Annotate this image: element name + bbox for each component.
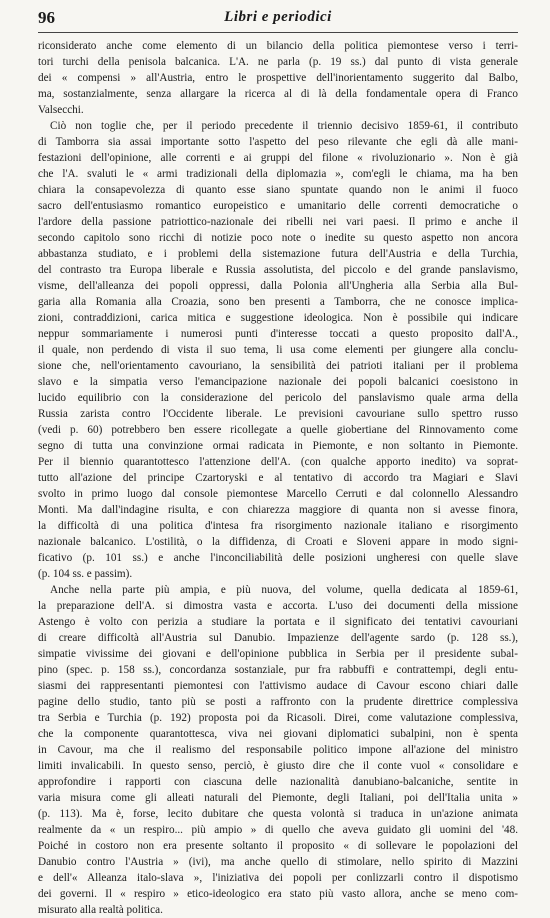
text-line: Astengo è volto con perizia a studiare la portata e il significato dei tentativi cavouriani [38,616,518,628]
text-line: la preparazione dell'A. si dimostra vasta e accorta. L'uso dei documenti della missione [38,600,518,612]
text-line: neppur sommariamente i numerosi punti d'interesse toccati a questo proposito dall'A., [38,328,518,340]
text-line: dei « compensi » all'Austria, entro le prospettive dell'inorientamento suggerito dal Balbo, [38,72,518,84]
text-line: lucido equilibrio con la considerazione del pericolo del panslavismo quale arma della [38,392,518,404]
text-line: in Cavour, ma che il realismo del responsabile politico impone all'azione del ministro [38,744,518,756]
text-line: garia alla Romania alla Croazia, sono ben presenti a Tamborra, che ne conosce implica- [38,296,518,308]
text-line: nazionale balcanico. L'ostilità, o la diffidenza, di Croati e Sloveni appare in modo signi- [38,536,518,548]
text-line: chiara la consapevolezza di quanto esse siano spuntate quando non le animi il fuoco [38,184,518,196]
page-header [38,6,518,33]
text-line: il quale, non perdendo di vista il suo tema, li usa come elementi per giungere alla conclu- [38,344,518,356]
text-line: secondo capitolo sono ricchi di notizie poco note o inedite su questo aspetto non ancora [38,232,518,244]
text-line: del contrasto tra Europa liberale e Russia assolutista, del piccolo e del grande panslavismo, [38,264,518,276]
text-line: Monti. Ma dall'indagine risulta, e con chiarezza maggiore di quanta non si avesse finora, [38,504,518,516]
text-line: siasmi dei rappresentanti piemontesi con l'attivismo audace di Cavour escono chiari dalle [38,680,518,692]
text-line: di creare difficoltà all'Austria sul Danubio. Impazienze dell'agente sardo (p. 128 ss.), [38,632,518,644]
text-line: (p. 113). Ma è, forse, lecito dubitare che questa volontà si traduca in un'azione animata [38,808,518,820]
text-line: la difficoltà di una politica d'intesa fra risorgimento nazionale italiano e risorgimento [38,520,518,532]
paragraph [38,582,518,918]
text-line: Anche nella parte più ampia, e più nuova, del volume, quella dedicata al 1859-61, [50,584,518,596]
text-line: (p. 104 ss. e passim). [38,568,133,580]
text-line: Ciò non toglie che, per il periodo precedente il triennio decisivo 1859-61, il contributo [50,120,518,132]
text-line: segno di tutta una convinzione ormai radicata in Piemonte, e non soltanto in Piemonte. [38,440,518,452]
text-line: realmente da « un respiro... più ampio » di quello che aveva guidato gli uomini del '48. [38,824,518,836]
text-line: visme, dell'alleanza dei popoli oppressi, dalla Polonia all'Ungheria alla Serbia alla Bul- [38,280,518,292]
text-line: pino (spec. p. 158 ss.), concordanza sostanziale, pur fra rabbuffi e contrattempi, degli entu- [38,664,518,676]
text-line: riconsiderato anche come elemento di un bilancio della politica piemontese verso i terri- [38,40,518,52]
page-number: 96 [38,8,55,27]
text-line: che l'A. svaluti le « armi tradizionali della diplomazia », com'egli le chiama, ma ha ben [38,168,518,180]
text-line: di Tamborra sia assai importante sotto l'aspetto del peso rilevante che egli dà alle mani- [38,136,518,148]
text-line: tori turchi della penisola balcanica. L'A. ne parla (p. 19 ss.) dal punto di vista generale [38,56,518,68]
text-line: che la componente quarantottesca, viva nei giovani diplomatici subalpini, non è spenta [38,728,518,740]
text-line: limiti invalicabili. In questo senso, perciò, è giusto dire che il conte vuol « consolidare e [38,760,518,772]
text-line: simpatie vivissime dei giovani e dell'opinione pubblica in Serbia per il presidente subal- [38,648,518,660]
text-line: Russia zarista contro l'Occidente liberale. Le previsioni cavouriane sullo spettro russo [38,408,518,420]
text-line: festazioni dell'opinione, alle correnti e ai gruppi del filone « rivoluzionario ». Non è già [38,152,518,164]
text-line: zioni, contraddizioni, carica mitica e suggestione ideologica. Non è possibile qui indicare [38,312,518,324]
text-line: svolto in primo luogo dal console piemontese Marcello Cerruti e dal colonnello Alessandro [38,488,518,500]
text-line: Valsecchi. [38,104,84,116]
text-line: tra Serbia e Turchia (p. 192) proposta poi da Ricasoli. Direi, come valutazione complessiva, [38,712,518,724]
text-line: tutto all'azione del principe Czartoryski e al tentativo di accordo tra Magiari e Slavi [38,472,518,484]
text-line: ma, sostanzialmente, senza allargare la ricerca al di là della fondamentale opera di Franco [38,88,518,100]
text-line: Poiché in costoro non era presente soltanto il proposito « di sollevare le popolazioni del [38,840,518,852]
text-line: Per il biennio quarantottesco l'attenzione dell'A. (con qualche apporto inedito) va soprat- [38,456,518,468]
text-line: e dell'« Alleanza italo-slava », l'iniziativa dei popoli per conlizzarli contro il dispotismo [38,872,518,884]
running-title: Libri e periodici [224,9,332,25]
paragraph [38,38,518,118]
text-line: varia misura come gli alleati naturali del Piemonte, degli Italiani, poi dell'Italia unita » [38,792,518,804]
text-line: l'ardore della passione patriottico-nazionale dei ribelli nei vari paesi. Il primo e anche il [38,216,518,228]
text-line: sacro dell'entusiasmo romantico europeistico e umanitario delle correnti democratiche o [38,200,518,212]
text-line: approfondire i rapporti con ciascuna delle nazionalità danubiano-balcaniche, sentite in [38,776,518,788]
text-line: (vedi p. 60) potrebbero ben essere ricollegate a quelle giobertiane del Rinnovamento come [38,424,518,436]
paragraph [38,118,518,582]
text-line: dei governi. Il « respiro » etico-ideologico era stato più vasto allora, anche se meno com- [38,888,518,900]
text-line: abbastanza studiato, e i problemi della sistemazione futura dell'Austria e della Turchia, [38,248,518,260]
text-line: pagine dello studio, tanto più se posti a raffronto con la prudente direttrice complessiva [38,696,518,708]
body-text [38,38,518,918]
text-line: slavo e la simpatia verso l'emancipazione nazionale dei popoli balcanici coesistono in [38,376,518,388]
text-line: misurato alla realtà politica. [38,904,163,916]
text-line: Danubio contro l'Austria » (ivi), ma anche quello di stimolare, nello spirito di Mazzini [38,856,518,868]
text-line: sione che, nell'orientamento cavouriano, la sensibilità dei patrioti italiani per il problema [38,360,518,372]
text-line: ficativo (p. 101 ss.) e anche l'inconciliabilità delle posizioni ungheresi con quelle slave [38,552,518,564]
